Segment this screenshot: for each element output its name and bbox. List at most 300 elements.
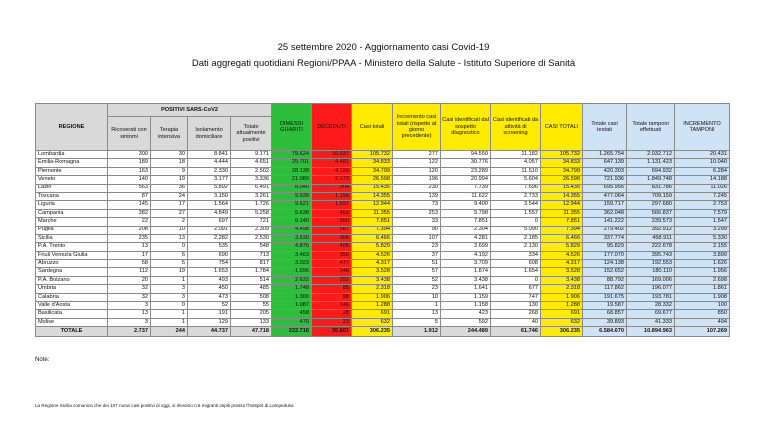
value-cell: 107 xyxy=(393,234,441,242)
value-cell: 22 xyxy=(108,218,151,226)
table-row xyxy=(36,209,730,217)
value-cell: 1.861 xyxy=(675,285,730,293)
value-cell: 2.530 xyxy=(231,234,272,242)
value-cell: 1.654 xyxy=(491,268,541,276)
column-header: Terapia intensiva xyxy=(151,117,188,151)
value-cell: 3.528 xyxy=(541,268,583,276)
table-row xyxy=(36,276,730,284)
value-cell: 169.006 xyxy=(627,276,675,284)
value-cell: 11.182 xyxy=(491,151,541,159)
table-row xyxy=(36,243,730,251)
table-row xyxy=(36,167,730,175)
value-cell: 4.057 xyxy=(491,159,541,167)
value-cell: 3.177 xyxy=(188,176,231,184)
region-cell: Veneto xyxy=(36,176,108,184)
value-cell: 9.798 xyxy=(441,209,491,217)
value-cell: 1.156 xyxy=(312,192,352,200)
column-header: Ricoverati con sintomi xyxy=(108,117,151,151)
value-cell: 7.696 xyxy=(491,184,541,192)
value-cell: 7.579 xyxy=(675,209,730,217)
region-cell: Molise xyxy=(36,318,108,326)
region-cell: Friuli Venezia Giulia xyxy=(36,251,108,259)
region-header: REGIONE xyxy=(36,104,108,151)
table-row xyxy=(36,251,730,259)
region-cell: P.A. Trento xyxy=(36,243,108,251)
value-cell: 5 xyxy=(151,260,188,268)
value-cell: 146 xyxy=(312,302,352,310)
value-cell: 30.776 xyxy=(441,159,491,167)
value-cell: 20.431 xyxy=(675,151,730,159)
value-cell: 459 xyxy=(312,209,352,217)
column-header: Totale attualmente positivi xyxy=(231,117,272,151)
region-cell: Calabria xyxy=(36,293,108,301)
value-cell: 1.874 xyxy=(441,268,491,276)
value-cell: 473 xyxy=(188,293,231,301)
value-cell: 3.528 xyxy=(352,268,393,276)
value-cell: 7.851 xyxy=(541,218,583,226)
region-cell: Lazio xyxy=(36,184,108,192)
value-cell: 2.282 xyxy=(188,234,231,242)
value-cell: 148 xyxy=(312,268,352,276)
value-cell: 21.089 xyxy=(272,176,312,184)
table-row xyxy=(36,151,730,159)
value-cell: 1.906 xyxy=(352,293,393,301)
value-cell: 1 xyxy=(151,310,188,318)
value-cell: 44.737 xyxy=(188,327,231,337)
region-cell: Piemonte xyxy=(36,167,108,175)
value-cell: 1.956 xyxy=(675,268,730,276)
value-cell: 6.491 xyxy=(231,184,272,192)
value-cell: 647.139 xyxy=(583,159,627,167)
value-cell: 159.717 xyxy=(583,201,627,209)
value-cell: 587 xyxy=(312,226,352,234)
value-cell: 1.784 xyxy=(231,268,272,276)
value-cell: 9.400 xyxy=(441,201,491,209)
value-cell: 382 xyxy=(108,209,151,217)
table-row xyxy=(36,234,730,242)
value-cell: 98 xyxy=(312,293,352,301)
value-cell: 73 xyxy=(393,201,441,209)
value-cell: 2.502 xyxy=(231,167,272,175)
value-cell: 35.801 xyxy=(312,327,352,337)
value-cell: 244 xyxy=(151,327,188,337)
page-subtitle: Dati aggregati quotidiani Regioni/PPAA - Ministero della Salute - Istituto Superiore di Sanità xyxy=(191,58,576,69)
value-cell: 11.510 xyxy=(491,167,541,175)
value-cell: 15.435 xyxy=(352,184,393,192)
value-cell: 4.481 xyxy=(312,159,352,167)
value-cell: 8.841 xyxy=(188,151,231,159)
value-cell: 4.876 xyxy=(272,243,312,251)
region-cell: Sardegna xyxy=(36,268,108,276)
table-row xyxy=(36,184,730,192)
value-cell: 5.638 xyxy=(272,209,312,217)
value-cell: 405 xyxy=(312,243,352,251)
value-cell: 25.701 xyxy=(272,159,312,167)
value-cell: 1.596 xyxy=(272,268,312,276)
value-cell: 721 xyxy=(231,218,272,226)
value-cell: 2.318 xyxy=(541,285,583,293)
column-header: Isolamento domiciliare xyxy=(188,117,231,151)
table-row xyxy=(36,260,730,268)
value-cell: 69.677 xyxy=(627,310,675,318)
value-cell: 11.026 xyxy=(675,184,730,192)
value-cell: 105.732 xyxy=(352,151,393,159)
value-cell: 14.355 xyxy=(352,192,393,200)
value-cell: 477.064 xyxy=(583,192,627,200)
value-cell: 33 xyxy=(393,218,441,226)
value-cell: 2.318 xyxy=(352,285,393,293)
note-label: Note: xyxy=(35,357,50,363)
value-cell: 9 xyxy=(151,167,188,175)
total-row xyxy=(36,327,730,337)
value-cell: 244.489 xyxy=(441,327,491,337)
value-cell: 139 xyxy=(393,192,441,200)
value-cell: 297.680 xyxy=(627,201,675,209)
value-cell: 6.284 xyxy=(675,167,730,175)
value-cell: 1.626 xyxy=(675,260,730,268)
value-cell: 1.288 xyxy=(352,302,393,310)
value-cell: 1.906 xyxy=(541,293,583,301)
value-cell: 850 xyxy=(675,310,730,318)
value-cell: 395.743 xyxy=(627,251,675,259)
value-cell: 990 xyxy=(312,218,352,226)
column-header: Incremento casi totali (rispetto al giorno precedente) xyxy=(393,104,441,151)
value-cell: 10.040 xyxy=(675,159,730,167)
value-cell: 6 xyxy=(151,251,188,259)
value-cell: 28.138 xyxy=(272,167,312,175)
value-cell: 5 xyxy=(393,318,441,326)
table-row xyxy=(36,218,730,226)
value-cell: 2.753 xyxy=(675,201,730,209)
value-cell: 690 xyxy=(188,251,231,259)
value-cell: 721.936 xyxy=(583,176,627,184)
value-cell: 1.564 xyxy=(188,201,231,209)
value-cell: 36 xyxy=(151,184,188,192)
value-cell: 420.303 xyxy=(583,167,627,175)
value-cell: 2.737 xyxy=(108,327,151,337)
value-cell: 7.394 xyxy=(541,226,583,234)
value-cell: 239.573 xyxy=(627,218,675,226)
value-cell: 1.597 xyxy=(312,201,352,209)
value-cell: 1.653 xyxy=(188,268,231,276)
value-cell: 1.908 xyxy=(675,293,730,301)
value-cell: 3.699 xyxy=(441,243,491,251)
value-cell: 23 xyxy=(393,243,441,251)
value-cell: 1.159 xyxy=(441,293,491,301)
region-cell: Puglia xyxy=(36,226,108,234)
value-cell: 3 xyxy=(108,318,151,326)
value-cell: 747 xyxy=(491,293,541,301)
value-cell: 1 xyxy=(393,302,441,310)
value-cell: 300 xyxy=(108,151,151,159)
region-cell: Liguria xyxy=(36,201,108,209)
value-cell: 4.281 xyxy=(441,234,491,242)
value-cell: 20.994 xyxy=(441,176,491,184)
value-cell: 4.651 xyxy=(231,159,272,167)
table-row xyxy=(36,192,730,200)
value-cell: 362.048 xyxy=(583,209,627,217)
value-cell: 508 xyxy=(231,293,272,301)
value-cell: 145 xyxy=(108,201,151,209)
value-cell: 51 xyxy=(393,260,441,268)
value-cell: 450 xyxy=(188,285,231,293)
value-cell: 5.330 xyxy=(675,234,730,242)
value-cell: 11.622 xyxy=(441,192,491,200)
value-cell: 817 xyxy=(231,260,272,268)
value-cell: 34.799 xyxy=(541,167,583,175)
table-row xyxy=(36,226,730,234)
value-cell: 24 xyxy=(151,192,188,200)
value-cell: 493 xyxy=(188,276,231,284)
table-row xyxy=(36,268,730,276)
value-cell: 10.894.963 xyxy=(627,327,675,337)
value-cell: 130 xyxy=(491,302,541,310)
value-cell: 95.829 xyxy=(583,243,627,251)
value-cell: 2.032.712 xyxy=(627,151,675,159)
value-cell: 566.837 xyxy=(627,209,675,217)
value-cell: 32 xyxy=(108,285,151,293)
value-cell: 140 xyxy=(108,176,151,184)
region-cell: Marche xyxy=(36,218,108,226)
value-cell: 608 xyxy=(491,260,541,268)
value-cell: 122 xyxy=(393,159,441,167)
value-cell: 11.355 xyxy=(352,209,393,217)
value-cell: 334 xyxy=(491,251,541,259)
region-cell: Valle d'Aosta xyxy=(36,302,108,310)
value-cell: 32 xyxy=(108,293,151,301)
value-cell: 230 xyxy=(393,184,441,192)
value-cell: 177.070 xyxy=(583,251,627,259)
value-cell: 423 xyxy=(441,310,491,318)
value-cell: 1.726 xyxy=(231,201,272,209)
value-cell: 15.435 xyxy=(541,184,583,192)
value-cell: 2.733 xyxy=(491,192,541,200)
value-cell: 26.598 xyxy=(541,176,583,184)
value-cell: 94.550 xyxy=(441,151,491,159)
value-cell: 548 xyxy=(231,243,272,251)
value-cell: 9.938 xyxy=(272,192,312,200)
value-cell: 19.587 xyxy=(583,302,627,310)
value-cell: 41.333 xyxy=(627,318,675,326)
value-cell: 535 xyxy=(188,243,231,251)
value-cell: 4.317 xyxy=(541,260,583,268)
page-title: 25 settembre 2020 - Aggiornamento casi Covid-19 xyxy=(277,42,490,53)
value-cell: 1.748 xyxy=(272,285,312,293)
value-cell: 695.956 xyxy=(583,184,627,192)
value-cell: 5.829 xyxy=(541,243,583,251)
value-cell: 8.040 xyxy=(272,184,312,192)
value-cell: 1.131.423 xyxy=(627,159,675,167)
value-cell: 6.584.670 xyxy=(583,327,627,337)
value-cell: 39.893 xyxy=(583,318,627,326)
value-cell: 7.851 xyxy=(441,218,491,226)
value-cell: 12.944 xyxy=(352,201,393,209)
value-cell: 306.235 xyxy=(352,327,393,337)
value-cell: 494 xyxy=(675,318,730,326)
value-cell: 14.355 xyxy=(541,192,583,200)
value-cell: 632 xyxy=(352,318,393,326)
region-cell: Toscana xyxy=(36,192,108,200)
value-cell: 20 xyxy=(108,276,151,284)
value-cell: 19 xyxy=(151,176,188,184)
column-header: Casi identificati da attività di screening xyxy=(491,104,541,151)
value-cell: 6.466 xyxy=(541,234,583,242)
value-cell: 3.544 xyxy=(491,201,541,209)
value-cell: 5.829 xyxy=(352,243,393,251)
table-row xyxy=(36,159,730,167)
value-cell: 392.912 xyxy=(627,226,675,234)
value-cell: 1.557 xyxy=(491,209,541,217)
value-cell: 196 xyxy=(393,176,441,184)
column-header: Totale tamponi effettuati xyxy=(627,104,675,151)
table-row xyxy=(36,302,730,310)
value-cell: 337.774 xyxy=(583,234,627,242)
value-cell: 7.394 xyxy=(352,226,393,234)
region-cell: TOTALE xyxy=(36,327,108,337)
value-cell: 3 xyxy=(151,285,188,293)
covid-data-table xyxy=(35,103,730,337)
value-cell: 19 xyxy=(151,268,188,276)
value-cell: 52 xyxy=(393,276,441,284)
value-cell: 7.851 xyxy=(352,218,393,226)
value-cell: 2 xyxy=(151,218,188,226)
value-cell: 306 xyxy=(312,234,352,242)
value-cell: 79.624 xyxy=(272,151,312,159)
value-cell: 34.799 xyxy=(352,167,393,175)
value-cell: 2.155 xyxy=(675,243,730,251)
value-cell: 1.265.754 xyxy=(583,151,627,159)
value-cell: 152.652 xyxy=(583,268,627,276)
value-cell: 9.171 xyxy=(231,151,272,159)
value-cell: 27 xyxy=(151,209,188,217)
value-cell: 350 xyxy=(312,251,352,259)
value-cell: 2.130 xyxy=(491,243,541,251)
value-cell: 10 xyxy=(393,293,441,301)
region-cell: P.A. Bolzano xyxy=(36,276,108,284)
value-cell: 476 xyxy=(272,318,312,326)
value-cell: 1.641 xyxy=(441,285,491,293)
value-cell: 5.892 xyxy=(188,184,231,192)
value-cell: 5.258 xyxy=(231,209,272,217)
value-cell: 57 xyxy=(393,268,441,276)
value-cell: 3.438 xyxy=(441,276,491,284)
value-cell: 68.857 xyxy=(583,310,627,318)
value-cell: 1 xyxy=(151,276,188,284)
value-cell: 55 xyxy=(231,302,272,310)
value-cell: 279.402 xyxy=(583,226,627,234)
value-cell: 87 xyxy=(108,192,151,200)
value-cell: 4.192 xyxy=(441,251,491,259)
value-cell: 105.732 xyxy=(541,151,583,159)
value-cell: 28.332 xyxy=(627,302,675,310)
value-cell: 9.621 xyxy=(272,201,312,209)
value-cell: 23 xyxy=(393,285,441,293)
table-row xyxy=(36,318,730,326)
value-cell: 58 xyxy=(108,260,151,268)
value-cell: 3.630 xyxy=(272,234,312,242)
value-cell: 3.023 xyxy=(272,260,312,268)
value-cell: 3.438 xyxy=(352,276,393,284)
value-cell: 3.463 xyxy=(272,251,312,259)
value-cell: 47.718 xyxy=(231,327,272,337)
value-cell: 6.466 xyxy=(352,234,393,242)
value-cell: 4.317 xyxy=(352,260,393,268)
value-cell: 277 xyxy=(393,151,441,159)
value-cell: 2.304 xyxy=(441,226,491,234)
value-cell: 193.781 xyxy=(627,293,675,301)
table-row xyxy=(36,293,730,301)
value-cell: 191.675 xyxy=(583,293,627,301)
value-cell: 133 xyxy=(231,318,272,326)
column-header: Totale casi testati xyxy=(583,104,627,151)
value-cell: 28 xyxy=(312,310,352,318)
region-cell: Emilia-Romagna xyxy=(36,159,108,167)
value-cell: 2.698 xyxy=(675,276,730,284)
value-cell: 52 xyxy=(188,302,231,310)
value-cell: 2.309 xyxy=(231,226,272,234)
column-header: DIMESSI GUARITI xyxy=(272,104,312,151)
value-cell: 2.173 xyxy=(312,176,352,184)
value-cell: 3.261 xyxy=(231,192,272,200)
value-cell: 34.833 xyxy=(352,159,393,167)
table-row xyxy=(36,310,730,318)
value-cell: 458 xyxy=(272,310,312,318)
value-cell: 14.188 xyxy=(675,176,730,184)
value-cell: 292 xyxy=(312,276,352,284)
value-cell: 677 xyxy=(491,285,541,293)
value-cell: 0 xyxy=(151,302,188,310)
value-cell: 514 xyxy=(231,276,272,284)
column-header: INCREMENTO TAMPONI xyxy=(675,104,730,151)
value-cell: 485 xyxy=(231,285,272,293)
value-cell: 3.899 xyxy=(675,251,730,259)
value-cell: 7.245 xyxy=(675,192,730,200)
value-cell: 754 xyxy=(188,260,231,268)
table-row xyxy=(36,201,730,209)
column-header: DECEDUTI xyxy=(312,104,352,151)
value-cell: 2.330 xyxy=(188,167,231,175)
value-cell: 6.140 xyxy=(272,218,312,226)
value-cell: 632 xyxy=(541,318,583,326)
value-cell: 205 xyxy=(231,310,272,318)
value-cell: 112 xyxy=(108,268,151,276)
value-cell: 1.158 xyxy=(441,302,491,310)
value-cell: 2.091 xyxy=(188,226,231,234)
value-cell: 2.632 xyxy=(272,276,312,284)
value-cell: 13 xyxy=(108,310,151,318)
column-header: Casi identificati dal sospetto diagnostico xyxy=(441,104,491,151)
value-cell: 3.438 xyxy=(541,276,583,284)
value-cell: 124.138 xyxy=(583,260,627,268)
value-cell: 3.299 xyxy=(675,226,730,234)
value-cell: 85 xyxy=(312,285,352,293)
value-cell: 268 xyxy=(491,310,541,318)
value-cell: 23 xyxy=(312,318,352,326)
value-cell: 1.849.748 xyxy=(627,176,675,184)
table-body xyxy=(36,151,730,337)
value-cell: 3 xyxy=(151,293,188,301)
value-cell: 0 xyxy=(491,218,541,226)
region-cell: Sicilia xyxy=(36,234,108,242)
value-cell: 12.944 xyxy=(541,201,583,209)
region-cell: Lombardia xyxy=(36,151,108,159)
value-cell: 0 xyxy=(491,276,541,284)
positive-group-header: POSITIVI SARS-CoV2 xyxy=(108,104,272,117)
value-cell: 5.090 xyxy=(491,226,541,234)
value-cell: 17 xyxy=(108,251,151,259)
value-cell: 189 xyxy=(108,159,151,167)
value-cell: 4.526 xyxy=(541,251,583,259)
